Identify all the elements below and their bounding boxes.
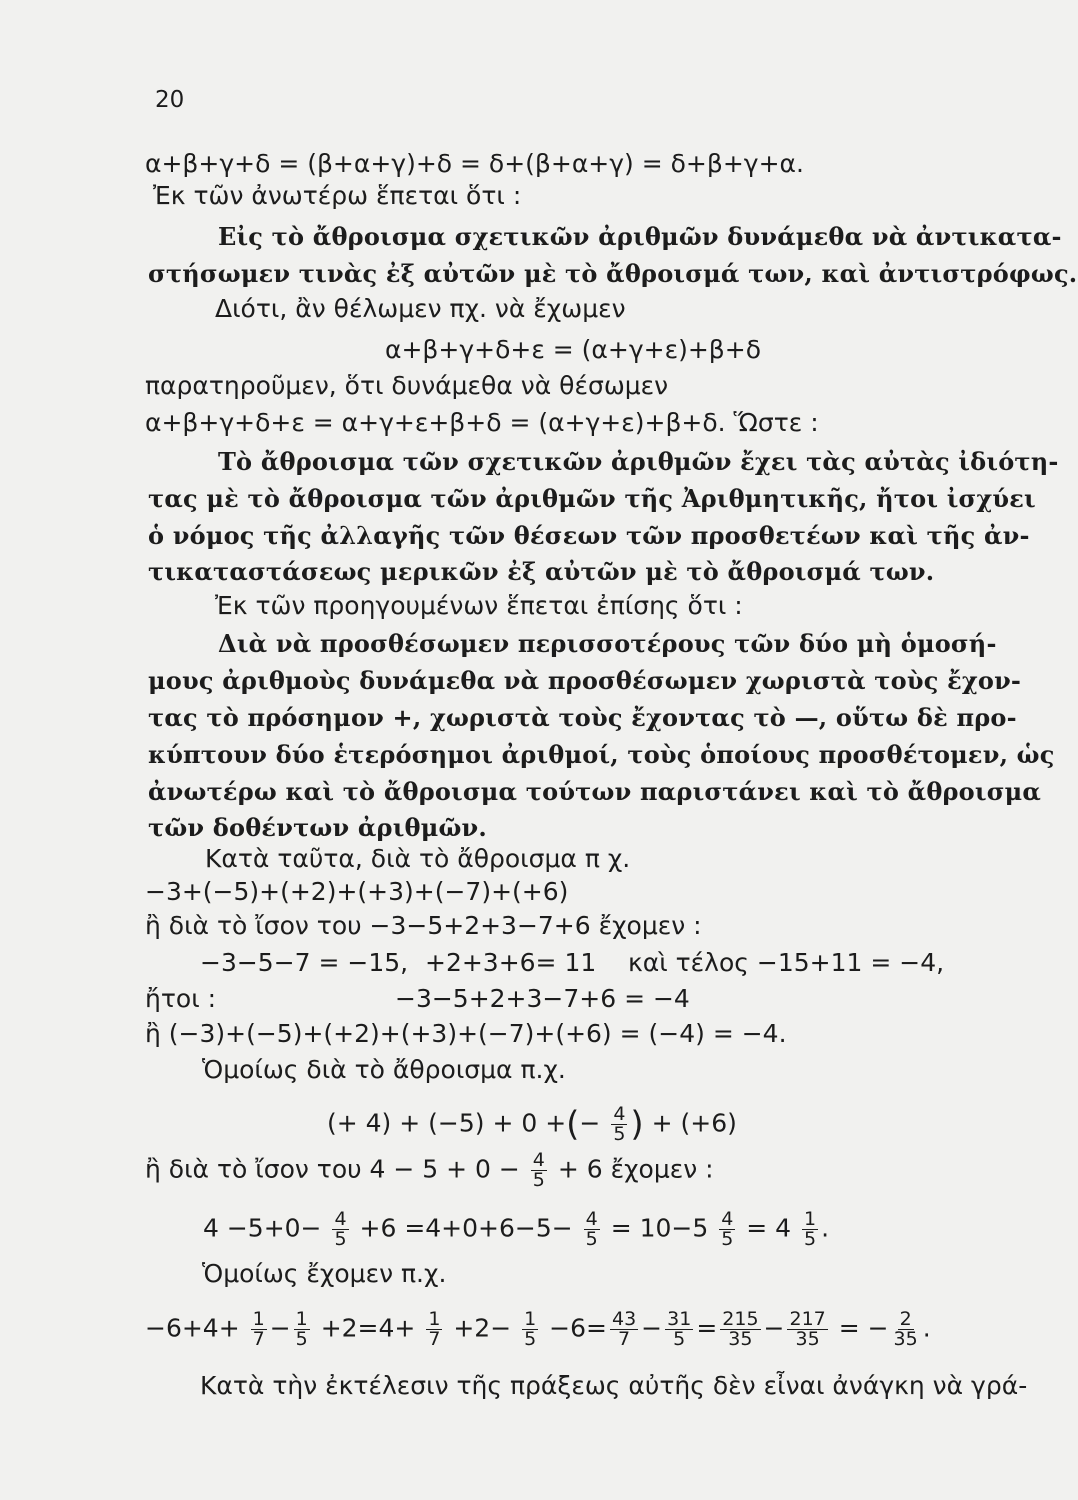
fraction: $\frac{217}{35}$ — [789, 1308, 826, 1350]
fraction: $\frac{1}{5}$ — [295, 1308, 308, 1350]
bold-text-line: τικαταστάσεως μερικῶν ἐξ αὐτῶν μὲ τὸ ἄθροισμά των. — [148, 557, 935, 586]
bold-text-line: Τὸ ἄθροισμα τῶν σχετικῶν ἀριθμῶν ἔχει τὰς αὐτὰς ἰδιότη- — [218, 447, 1059, 476]
bold-text-line: τας τὸ πρόσημον +, χωριστὰ τοὺς ἔχοντας τὸ —, οὕτω δὲ προ- — [148, 703, 1017, 732]
fraction: $\frac{4}{5}$ — [532, 1149, 545, 1191]
text-line: ἢ διὰ τὸ ἴσον του −3−5+2+3−7+6 ἔχομεν : — [145, 911, 702, 940]
fraction: $\frac{2}{35}$ — [893, 1308, 918, 1350]
text-line: παρατηροῦμεν, ὅτι δυνάμεθα νὰ θέσωμεν — [145, 371, 669, 400]
text-line: Ὁμοίως διὰ τὸ ἄθροισμα π.χ. — [202, 1055, 566, 1084]
bold-text-line: μους ἀριθμοὺς δυνάμεθα νὰ προσθέσωμεν χωριστὰ τοὺς ἔχον- — [148, 666, 1022, 695]
bold-text-line: ὁ νόμος τῆς ἀλλαγῆς τῶν θέσεων τῶν προσθετέων καὶ τῆς ἀν- — [148, 521, 1030, 550]
text-line: Ἐκ τῶν προηγουμένων ἕπεται ἐπίσης ὅτι : — [215, 591, 743, 620]
bold-text-line: κύπτουν δύο ἑτερόσημοι ἀριθμοί, τοὺς ὁποίους προσθέτομεν, ὡς — [148, 740, 1055, 769]
text-line: Ἐκ τῶν ἀνωτέρω ἕπεται ὅτι : — [153, 181, 522, 210]
equation-part: καὶ τέλος −15+11 = −4, — [628, 948, 945, 977]
fraction: $\frac{4}{5}$ — [613, 1103, 626, 1145]
equation-line: ἢ (−3)+(−5)+(+2)+(+3)+(−7)+(+6) = (−4) = −4. — [145, 1019, 787, 1048]
fraction: $\frac{4}{5}$ — [721, 1208, 734, 1250]
fraction: $\frac{31}{5}$ — [667, 1308, 692, 1350]
fraction-equation-line: (+ 4) + (−5) + 0 +(− $\frac{4}{5}$ ) + (+6) — [327, 1103, 737, 1145]
fraction: $\frac{43}{7}$ — [611, 1308, 637, 1350]
equation-line: α+β+γ+δ = (β+α+γ)+δ = δ+(β+α+γ) = δ+β+γ+α. — [145, 149, 804, 178]
bold-text-line: ἀνωτέρω καὶ τὸ ἄθροισμα τούτων παριστάνει καὶ τὸ ἄθροισμα — [148, 777, 1042, 806]
text-line: Κατὰ ταῦτα, διὰ τὸ ἄθροισμα π χ. — [205, 844, 631, 873]
fraction: $\frac{4}{5}$ — [334, 1208, 347, 1250]
equation-part: −3−5−7 = −15, — [200, 948, 409, 977]
fraction-equation-line: −6+4+ $\frac{1}{7}$ − $\frac{1}{5}$ +2=4+ $\frac{1}{7}$ +2− $\frac{1}{5}$ −6= $\frac{43}{7}$ − $\frac{31}{5}$ = $\frac{215}{35}$ − $\frac{217}{35}$ = − $\frac{2}{35}$ . — [145, 1308, 931, 1350]
text-line: Κατὰ τὴν ἐκτέλεσιν τῆς πράξεως αὐτῆς δὲν εἶναι ἀνάγκη νὰ γρά- — [200, 1371, 1028, 1400]
equation-line: α+β+γ+δ+ε = (α+γ+ε)+β+δ — [385, 335, 762, 364]
bold-text-line: τῶν δοθέντων ἀριθμῶν. — [148, 813, 487, 842]
fraction: $\frac{1}{7}$ — [252, 1308, 265, 1350]
equation-part: +2+3+6= 11 — [425, 948, 597, 977]
fraction: $\frac{4}{5}$ — [585, 1208, 598, 1250]
bold-text-line: στήσωμεν τινὰς ἐξ αὐτῶν μὲ τὸ ἄθροισμά των, καὶ ἀντιστρόφως. — [148, 259, 1078, 288]
page-number: 20 — [155, 87, 185, 113]
bold-text-line: τας μὲ τὸ ἄθροισμα τῶν ἀριθμῶν τῆς Ἀριθμητικῆς, ἤτοι ἰσχύει — [148, 484, 1036, 513]
fraction: $\frac{1}{5}$ — [524, 1308, 537, 1350]
fraction: $\frac{1}{5}$ — [804, 1208, 817, 1250]
text-line: Ὁμοίως ἔχομεν π.χ. — [202, 1259, 447, 1288]
equation-line: α+β+γ+δ+ε = α+γ+ε+β+δ = (α+γ+ε)+β+δ. Ὥστε : — [145, 408, 819, 437]
bold-text-line: Διὰ νὰ προσθέσωμεν περισσοτέρους τῶν δύο μὴ ὁμοσή- — [218, 629, 997, 658]
fraction-equation-line: 4 −5+0− $\frac{4}{5}$ +6 =4+0+6−5− $\frac{4}{5}$ = 10−5 $\frac{4}{5}$ = 4 $\frac{1}{5}$ . — [203, 1208, 830, 1250]
text-line: Διότι, ἂν θέλωμεν πχ. νὰ ἔχωμεν — [215, 294, 626, 323]
fraction-equation-line: ἢ διὰ τὸ ἴσον του 4 − 5 + 0 − $\frac{4}{5}$ + 6 ἔχομεν : — [145, 1149, 714, 1191]
fraction: $\frac{215}{35}$ — [722, 1308, 759, 1350]
bold-text-line: Εἰς τὸ ἄθροισμα σχετικῶν ἀριθμῶν δυνάμεθα νὰ ἀντικατα- — [218, 222, 1062, 251]
text-line: ἤτοι : — [145, 984, 217, 1013]
equation-line: −3+(−5)+(+2)+(+3)+(−7)+(+6) — [145, 877, 569, 906]
fraction: $\frac{1}{7}$ — [428, 1308, 441, 1350]
equation-part: −3−5+2+3−7+6 = −4 — [395, 984, 690, 1013]
